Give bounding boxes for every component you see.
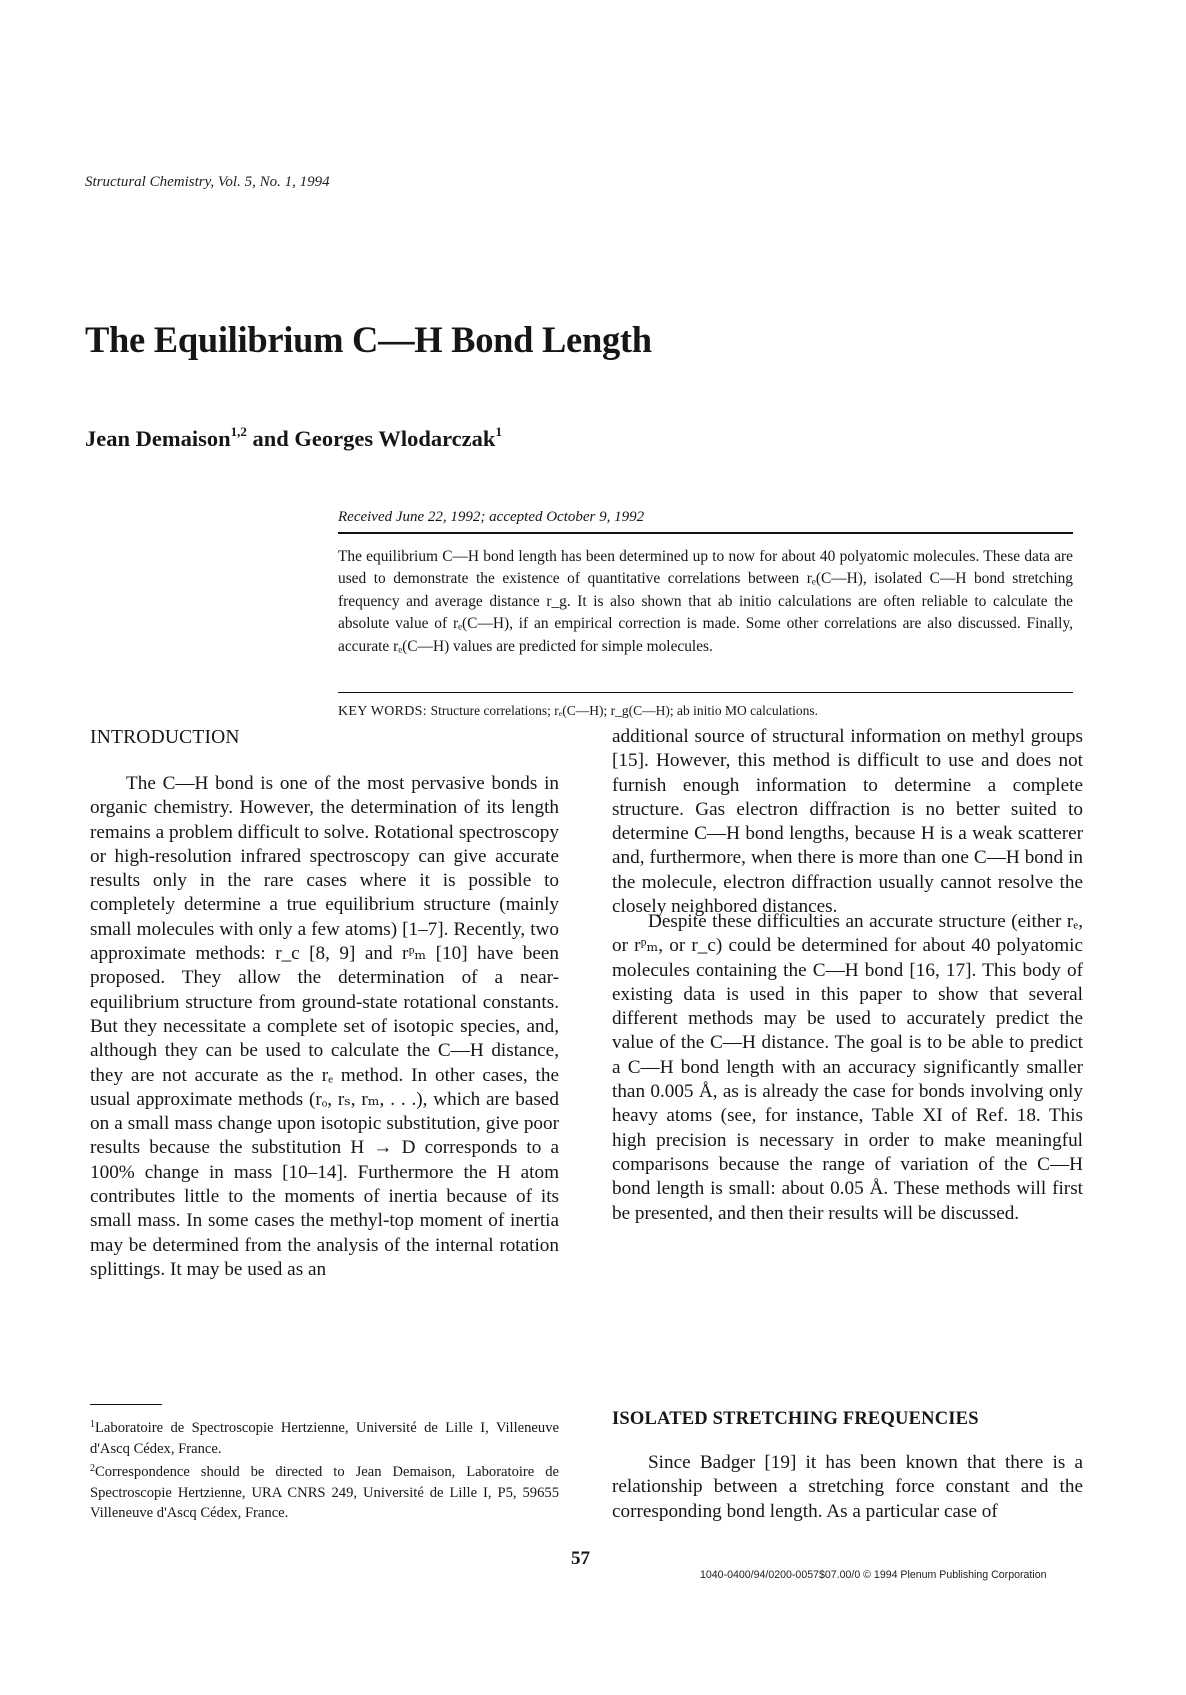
- journal-citation: Structural Chemistry, Vol. 5, No. 1, 1994: [85, 174, 330, 190]
- footnote-rule: [90, 1404, 162, 1405]
- author-2-name: Georges Wlodarczak: [294, 426, 496, 451]
- right-column-paragraph-2: Despite these difficulties an accurate structure (either rₑ, or rᵖₘ, or r_c) could be determined for about 40 polyatomic molecules containing the C—H bond [16, 17]. This body of existing data is used in this paper to show that several different methods may be used to accurately predict the value of the C—H distance. The goal is to be able to predict a C—H bond length with an accuracy significantly smaller than 0.005 Å, as is already the case for bonds involving only heavy atoms (see, for instance, Table XI of Ref. 18. This high precision is necessary in order to make meaningful comparisons because the range of variation of the C—H bond length is small: about 0.05 Å. These methods will first be presented, and then their results will be discussed.: [612, 911, 1083, 1224]
- author-1-affiliation-mark: 1,2: [230, 424, 247, 439]
- footnote-2-mark: 2: [90, 1463, 95, 1474]
- page-number: 57: [571, 1548, 590, 1569]
- keywords-text: Structure correlations; rₑ(C—H); r_g(C—H); ab initio MO calculations.: [430, 703, 818, 718]
- author-2-affiliation-mark: 1: [495, 424, 502, 439]
- abstract-bottom-rule: [338, 692, 1073, 693]
- introduction-heading: INTRODUCTION: [90, 727, 240, 748]
- introduction-paragraph: The C—H bond is one of the most pervasive bonds in organic chemistry. However, the determination of its length remains a problem difficult to solve. Rotational spectroscopy or high-resolution infrared spectroscopy can give accurate results only in the rare cases where it is possible to completely determine a true equilibrium structure (mainly small molecules with only a few atoms) [1–7]. Recently, two approximate methods: r_c [8, 9] and rᵖₘ [10] have been proposed. They allow the determination of a near-equilibrium structure from ground-state rotational constants. But they necessitate a complete set of isotopic species, and, although they can be used to calculate the C—H distance, they are not accurate as the rₑ method. In other cases, the usual approximate methods (rₒ, rₛ, rₘ, . . .), which are based on a small mass change upon isotopic substitution, give poor results because the substitution H → D corresponds to a 100% change in mass [10–14]. Furthermore the H atom contributes little to the moments of inertia because of its small mass. In some cases the methyl-top moment of inertia may be determined from the analysis of the internal rotation splittings. It may be used as an: [90, 773, 559, 1280]
- author-line: [85, 424, 502, 452]
- abstract: The equilibrium C—H bond length has been determined up to now for about 40 polyatomic molecules. These data are used to demonstrate the existence of quantitative correlations between rₑ(C—H), isolated C—H bond stretching frequency and average distance r_g. It is also shown that ab initio calculations are often reliable to calculate the absolute value of rₑ(C—H), if an empirical correction is made. Some other correlations are also discussed. Finally, accurate rₑ(C—H) values are predicted for simple molecules.: [338, 548, 1073, 655]
- keywords: [338, 703, 818, 720]
- footnote-2: [90, 1459, 559, 1524]
- footnote-1-mark: 1: [90, 1419, 95, 1430]
- isolated-frequencies-paragraph: Since Badger [19] it has been known that there is a relationship between a stretching force constant and the corresponding bond length. As a particular case of: [612, 1452, 1083, 1522]
- footnote-2-text: Correspondence should be directed to Jean Demaison, Laboratoire de Spectroscopie Hertzienne, URA CNRS 249, Université de Lille I, P5, 59655 Villeneuve d'Ascq Cédex, France.: [90, 1464, 559, 1521]
- copyright-line: 1040-0400/94/0200-0057$07.00/0 © 1994 Plenum Publishing Corporation: [700, 1569, 1047, 1581]
- author-1-name: Jean Demaison: [85, 426, 231, 451]
- right-column-paragraph-1: additional source of structural information on methyl groups [15]. However, this method is difficult to use and does not furnish enough information to determine a complete structure. Gas electron diffraction is no better suited to determine C—H bond lengths, because H is a weak scatterer and, furthermore, when there is more than one C—H bond in the molecule, electron diffraction usually cannot resolve the closely neighbored distances.: [612, 726, 1083, 918]
- abstract-top-rule: [338, 532, 1073, 534]
- keywords-label: KEY WORDS:: [338, 704, 427, 719]
- received-dates: Received June 22, 1992; accepted October 9, 1992: [338, 509, 645, 525]
- footnote-1-text: Laboratoire de Spectroscopie Hertzienne, Université de Lille I, Villeneuve d'Ascq Cédex, France.: [90, 1420, 559, 1457]
- author-conjunction: and: [246, 426, 295, 451]
- article-title: The Equilibrium C—H Bond Length: [85, 319, 652, 360]
- footnote-1: [90, 1415, 559, 1459]
- isolated-frequencies-heading: ISOLATED STRETCHING FREQUENCIES: [612, 1409, 979, 1429]
